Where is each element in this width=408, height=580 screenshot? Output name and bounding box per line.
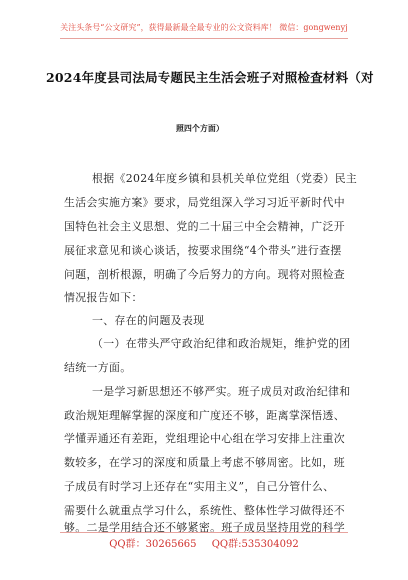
body-line: 政治规矩理解掌握的深度和广度还不够，距离掌深悟透、 — [64, 409, 346, 422]
body-line: 问题，剖析根源，明确了今后努力的方向。现将对照检查 — [64, 268, 346, 281]
document-title-line-1: 2024年度县司法局专题民主生活会班子对照检查材料（对 — [46, 70, 374, 85]
section-heading: 一、存在的问题及表现 — [92, 314, 205, 327]
body-line: 国特色社会主义思想、党的二十届三中全会精神，广泛开 — [64, 220, 346, 233]
promo-header: 关注头条号“公文研究”，获得最新最全最专业的公文资料库！ 微信：gongwenyj — [60, 23, 348, 32]
header-divider — [60, 38, 348, 39]
footer-divider — [60, 532, 348, 533]
body-line: 根据《2024年度乡镇和县机关单位党组（党委）民主 — [92, 172, 358, 185]
body-line: 子成员有时学习上还存在“实用主义”，自己分管什么、 — [64, 480, 335, 493]
subsection-heading: （一）在带头严守政治纪律和政治规矩，维护党的团 — [92, 337, 351, 350]
body-line: 生活会实施方案》要求，局党组深入学习习近平新时代中 — [64, 196, 346, 209]
body-line: 学懂弄通还有差距，党组理论中心组在学习安排上注重次 — [64, 432, 346, 445]
document-title-line-2: 照四个方面） — [176, 124, 224, 133]
body-line: 需要什么就重点学习什么，系统性、整体性学习做得还不 — [64, 504, 346, 517]
body-line: 展征求意见和谈心谈话，按要求围绕“4个带头”进行查摆 — [64, 244, 342, 257]
qq-group-2: QQ群:535304092 — [211, 539, 299, 550]
qq-group-1: QQ群：30265665 — [109, 539, 197, 550]
body-line: 一是学习新思想还不够严实。班子成员对政治纪律和 — [92, 385, 351, 398]
body-line: 情况报告如下： — [64, 291, 143, 304]
body-line: 数较多，在学习的深度和质量上考虑不够周密。比如，班 — [64, 456, 346, 469]
subsection-heading-cont: 结统一方面。 — [64, 361, 132, 374]
promo-footer — [0, 535, 408, 550]
body-line: 够。二是学用结合还不够紧密。班子成员坚持用党的科学 — [64, 521, 346, 534]
